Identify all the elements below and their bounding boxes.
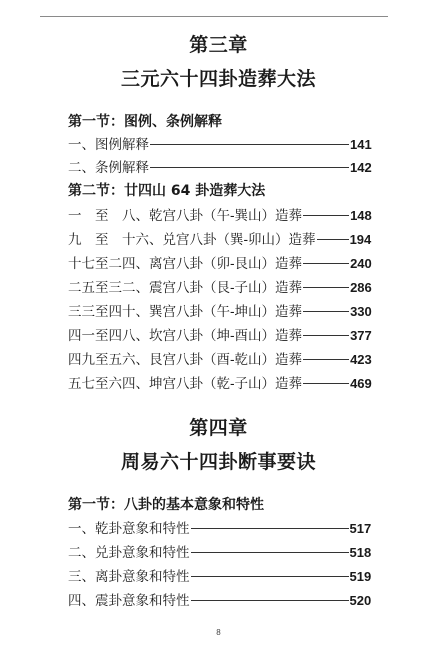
page-number: 8 <box>216 628 221 637</box>
toc-entry-label: 九 至 十六、兑宫八卦（巽-卯山）造葬 <box>68 232 316 248</box>
toc-leader <box>191 528 349 529</box>
toc-entry-page: 141 <box>350 137 372 152</box>
toc-entry[interactable] <box>68 252 372 272</box>
toc-entry[interactable] <box>68 589 371 609</box>
toc-entry-page: 286 <box>350 280 372 295</box>
toc-entry-page: 377 <box>350 328 372 343</box>
toc-leader <box>303 359 349 360</box>
toc-leader <box>317 239 349 240</box>
toc-entry[interactable] <box>68 204 372 224</box>
chapter-3-subtitle: 三元六十四卦造葬大法 <box>120 68 316 90</box>
chapter-4-title: 第四章 <box>189 417 248 439</box>
toc-entry-label: 十七至二四、离宫八卦（卯-艮山）造葬 <box>68 256 303 272</box>
toc-leader <box>303 335 349 336</box>
toc-entry[interactable] <box>68 156 372 176</box>
toc-leader <box>191 552 349 553</box>
toc-entry-page: 518 <box>349 545 372 560</box>
toc-entry-page: 423 <box>350 352 372 367</box>
toc-entry-page: 519 <box>349 569 372 584</box>
toc-entry[interactable] <box>68 228 371 248</box>
toc-entry[interactable] <box>68 348 372 368</box>
toc-leader <box>303 311 349 312</box>
toc-entry-page: 469 <box>350 376 372 391</box>
toc-entry[interactable] <box>68 276 372 296</box>
toc-leader <box>303 215 349 216</box>
toc-entry-label: 一、图例解释 <box>68 137 149 153</box>
toc-leader <box>150 167 349 168</box>
toc-entry-label: 一 至 八、乾宫八卦（午-巽山）造葬 <box>68 208 303 224</box>
toc-entry-page: 240 <box>350 256 372 271</box>
toc-entry-label: 五七至六四、坤宫八卦（乾-子山）造葬 <box>68 376 303 392</box>
toc-entry[interactable] <box>68 133 372 153</box>
toc-entry-label: 四九至五六、艮宫八卦（酉-乾山）造葬 <box>68 352 303 368</box>
toc-entry-page: 142 <box>350 160 372 175</box>
toc-entry[interactable] <box>68 324 372 344</box>
toc-entry-label: 四、震卦意象和特性 <box>68 593 190 609</box>
top-rule <box>40 16 388 17</box>
toc-leader <box>303 383 349 384</box>
toc-entry-label: 四一至四八、坎宫八卦（坤-酉山）造葬 <box>68 328 303 344</box>
toc-leader <box>191 576 349 577</box>
chapter-4-section-1-heading: 第一节：八卦的基本意象和特性 <box>68 497 264 513</box>
toc-entry-page: 517 <box>349 521 372 536</box>
chapter-3-section-2-heading: 第二节：廿四山 64 卦造葬大法 <box>68 183 266 199</box>
toc-entry-page: 148 <box>350 208 372 223</box>
toc-entry[interactable] <box>68 517 371 537</box>
toc-leader <box>150 144 349 145</box>
toc-entry-page: 330 <box>350 304 372 319</box>
toc-entry[interactable] <box>68 372 372 392</box>
chapter-4-subtitle: 周易六十四卦断事要诀 <box>120 451 316 473</box>
chapter-3-section-1-heading: 第一节：图例、条例解释 <box>68 114 222 130</box>
toc-entry-page: 194 <box>349 232 372 247</box>
toc-leader <box>303 287 349 288</box>
toc-entry-label: 一、乾卦意象和特性 <box>68 521 190 537</box>
toc-entry-page: 520 <box>349 593 372 608</box>
toc-entry-label: 三三至四十、巽宫八卦（午-坤山）造葬 <box>68 304 303 320</box>
chapter-3-title: 第三章 <box>189 34 248 56</box>
toc-entry[interactable] <box>68 565 371 585</box>
toc-entry[interactable] <box>68 300 372 320</box>
toc-entry-label: 二、条例解释 <box>68 160 149 176</box>
toc-entry-label: 二、兑卦意象和特性 <box>68 545 190 561</box>
toc-entry[interactable] <box>68 541 371 561</box>
toc-leader <box>303 263 349 264</box>
toc-entry-label: 三、离卦意象和特性 <box>68 569 190 585</box>
toc-leader <box>191 600 349 601</box>
toc-entry-label: 二五至三二、震宫八卦（艮-子山）造葬 <box>68 280 303 296</box>
